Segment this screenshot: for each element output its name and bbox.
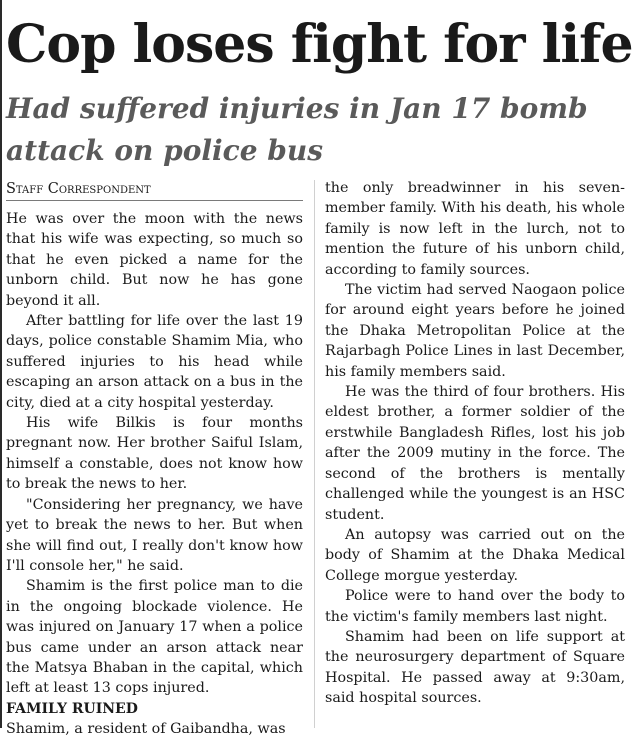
- column-divider: [314, 180, 315, 728]
- paragraph-left-4: "Considering her pregnancy, we have yet to break the news to her. But when she will find out, I really don't know how I'll console her," he said.: [6, 496, 303, 574]
- article-column-right: [325, 178, 625, 709]
- article-byline: Staff Correspondent: [6, 178, 303, 201]
- paragraph-right-5: Police were to hand over the body to the victim's family members last night.: [325, 588, 625, 625]
- paragraph-left-2: After battling for life over the last 19 days, police constable Shamim Mia, who suffered injuries to his head while escaping an arson attack on a bus in the city, died at a city hospital yesterday.: [6, 313, 303, 411]
- paragraph-left-5: Shamim is the first police man to die in the ongoing blockade violence. He was injured on January 17 when a police bus came under an arson attack near the Matsya Bhaban in the capital, which left at least 13 cops injured.: [6, 578, 303, 697]
- article-headline: Cop loses fight for life: [6, 14, 633, 75]
- paragraph-right-3: He was the third of four brothers. His eldest brother, a former soldier of the erstwhile Bangladesh Rifles, lost his job after the 2009 mutiny in the force. The second of the brothers is mentally challenged while the youngest is an HSC student.: [325, 384, 625, 523]
- article-subheadline: Had suffered injuries in Jan 17 bomb attack on police bus: [6, 92, 588, 167]
- paragraph-right-6: Shamim had been on life support at the neurosurgery department of Square Hospital. He passed away at 9:30am, said hospital sources.: [325, 628, 625, 707]
- paragraph-left-1: He was over the moon with the news that his wife was expecting, so much so that he even picked a name for the unborn child. But now he has gone beyond it all.: [6, 211, 303, 309]
- paragraph-right-4: An autopsy was carried out on the body of Shamim at the Dhaka Medical College morgue yesterday.: [325, 526, 625, 584]
- paragraph-right-1: the only breadwinner in his seven-member family. With his death, his whole family is now left in the lurch, not to mention the future of his unborn child, according to family sources.: [325, 180, 625, 278]
- paragraph-left-6: Shamim, a resident of Gaibandha, was: [6, 721, 286, 738]
- section-heading: FAMILY RUINED: [6, 700, 138, 717]
- paragraph-left-3: His wife Bilkis is four months pregnant now. Her brother Saiful Islam, himself a constable, does not know how to break the news to her.: [6, 415, 303, 493]
- article-column-left: [6, 178, 303, 740]
- paragraph-right-2: The victim had served Naogaon police for around eight years before he joined the Dhaka Metropolitan Police at the Rajarbagh Police Lines in last December, his family members said.: [325, 282, 625, 380]
